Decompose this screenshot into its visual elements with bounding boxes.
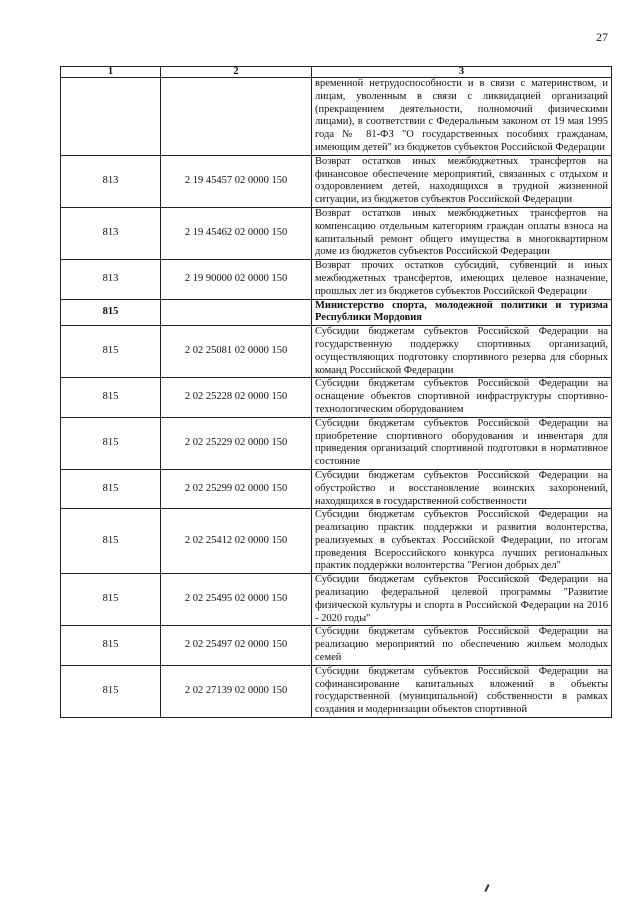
kbk-code-cell: 2 19 90000 02 0000 150: [161, 260, 312, 299]
table-row: [61, 207, 612, 259]
description-cell: Возврат остатков иных межбюджетных трансфертов на финансовое обеспечение мероприятий, связанных с отдыхом и оздоровлением детей, находящихся в трудной жизненной ситуации, из бюджетов субъектов Российской Федерации: [312, 155, 612, 207]
kbk-code-cell: [161, 78, 312, 156]
column-header-3: 3: [312, 67, 612, 78]
kbk-code-cell: 2 02 25495 02 0000 150: [161, 574, 312, 626]
description-cell: временной нетрудоспособности и в связи с материнством, и лицам, уволенным в связи с ликвидацией организаций (прекращением деятельности, полномочий физическими лицами), в соответствии с Федеральным законом от 19 мая 1995 года № 81-ФЗ "О государственных пособиях гражданам, имеющим детей" из бюджетов субъектов Российской Федерации: [312, 78, 612, 156]
kbk-code-cell: 2 02 25412 02 0000 150: [161, 509, 312, 574]
table-row: [61, 509, 612, 574]
table-row: [61, 417, 612, 469]
page-number: 27: [596, 30, 608, 44]
admin-code-cell: 813: [61, 260, 161, 299]
kbk-code-cell: 2 19 45457 02 0000 150: [161, 155, 312, 207]
kbk-code-cell: 2 02 25299 02 0000 150: [161, 469, 312, 508]
table-row: [61, 665, 612, 717]
table-header-row: [61, 67, 612, 78]
table-row: [61, 299, 612, 326]
description-cell: Субсидии бюджетам субъектов Российской Федерации на оснащение объектов спортивной инфраструктуры спортивно-технологическим оборудованием: [312, 378, 612, 417]
admin-code-cell: 815: [61, 626, 161, 665]
admin-code-cell: 813: [61, 155, 161, 207]
kbk-code-cell: [161, 299, 312, 326]
description-cell: Субсидии бюджетам субъектов Российской Федерации на государственную поддержку спортивных организаций, осуществляющих подготовку спортивного резерва для сборных команд Российской Федерации: [312, 326, 612, 378]
kbk-code-cell: 2 02 27139 02 0000 150: [161, 665, 312, 717]
admin-code-cell: 815: [61, 326, 161, 378]
description-cell: Субсидии бюджетам субъектов Российской Федерации на обустройство и восстановление воинских захоронений, находящихся в государственной собственности: [312, 469, 612, 508]
table-row: [61, 155, 612, 207]
admin-code-cell: [61, 78, 161, 156]
admin-code-cell: 815: [61, 378, 161, 417]
kbk-code-cell: 2 19 45462 02 0000 150: [161, 207, 312, 259]
table-row: [61, 469, 612, 508]
table-row-continuation: [61, 78, 612, 156]
kbk-code-cell: 2 02 25081 02 0000 150: [161, 326, 312, 378]
description-cell: Министерство спорта, молодежной политики и туризма Республики Мордовия: [312, 299, 612, 326]
budget-codes-table: [60, 66, 612, 718]
admin-code-cell: 815: [61, 509, 161, 574]
description-cell: Субсидии бюджетам субъектов Российской Федерации на реализацию практик поддержки и развития волонтерства, реализуемых в субъектах Российской Федерации, по итогам проведения Всероссийского конкурса лучших региональных практик поддержки волонтерства "Регион добрых дел": [312, 509, 612, 574]
admin-code-cell: 815: [61, 665, 161, 717]
kbk-code-cell: 2 02 25497 02 0000 150: [161, 626, 312, 665]
description-cell: Возврат остатков иных межбюджетных трансфертов на компенсацию отдельным категориям граждан оплаты взноса на капитальный ремонт общего имущества в многоквартирном доме из бюджетов субъектов Российской Федерации: [312, 207, 612, 259]
kbk-code-cell: 2 02 25228 02 0000 150: [161, 378, 312, 417]
admin-code-cell: 815: [61, 417, 161, 469]
admin-code-cell: 815: [61, 299, 161, 326]
description-cell: Субсидии бюджетам субъектов Российской Федерации на софинансирование капитальных вложений в объекты государственной (муниципальной) собственности в рамках создания и модернизации объектов спортивной: [312, 665, 612, 717]
table-row: [61, 574, 612, 626]
column-header-2: 2: [161, 67, 312, 78]
description-cell: Субсидии бюджетам субъектов Российской Федерации на приобретение спортивного оборудования и инвентаря для приведения организаций спортивной подготовки в нормативное состояние: [312, 417, 612, 469]
kbk-code-cell: 2 02 25229 02 0000 150: [161, 417, 312, 469]
admin-code-cell: 815: [61, 469, 161, 508]
scan-mark: [484, 884, 489, 892]
table-row: [61, 326, 612, 378]
admin-code-cell: 813: [61, 207, 161, 259]
table-row: [61, 626, 612, 665]
admin-code-cell: 815: [61, 574, 161, 626]
table-row: [61, 378, 612, 417]
description-cell: Возврат прочих остатков субсидий, субвенций и иных межбюджетных трансфертов, имеющих целевое назначение, прошлых лет из бюджетов субъектов Российской Федерации: [312, 260, 612, 299]
description-cell: Субсидии бюджетам субъектов Российской Федерации на реализацию федеральной целевой программы "Развитие физической культуры и спорта в Российской Федерации на 2016 - 2020 годы": [312, 574, 612, 626]
description-cell: Субсидии бюджетам субъектов Российской Федерации на реализацию мероприятий по обеспечению жильем молодых семей: [312, 626, 612, 665]
column-header-1: 1: [61, 67, 161, 78]
table-row: [61, 260, 612, 299]
